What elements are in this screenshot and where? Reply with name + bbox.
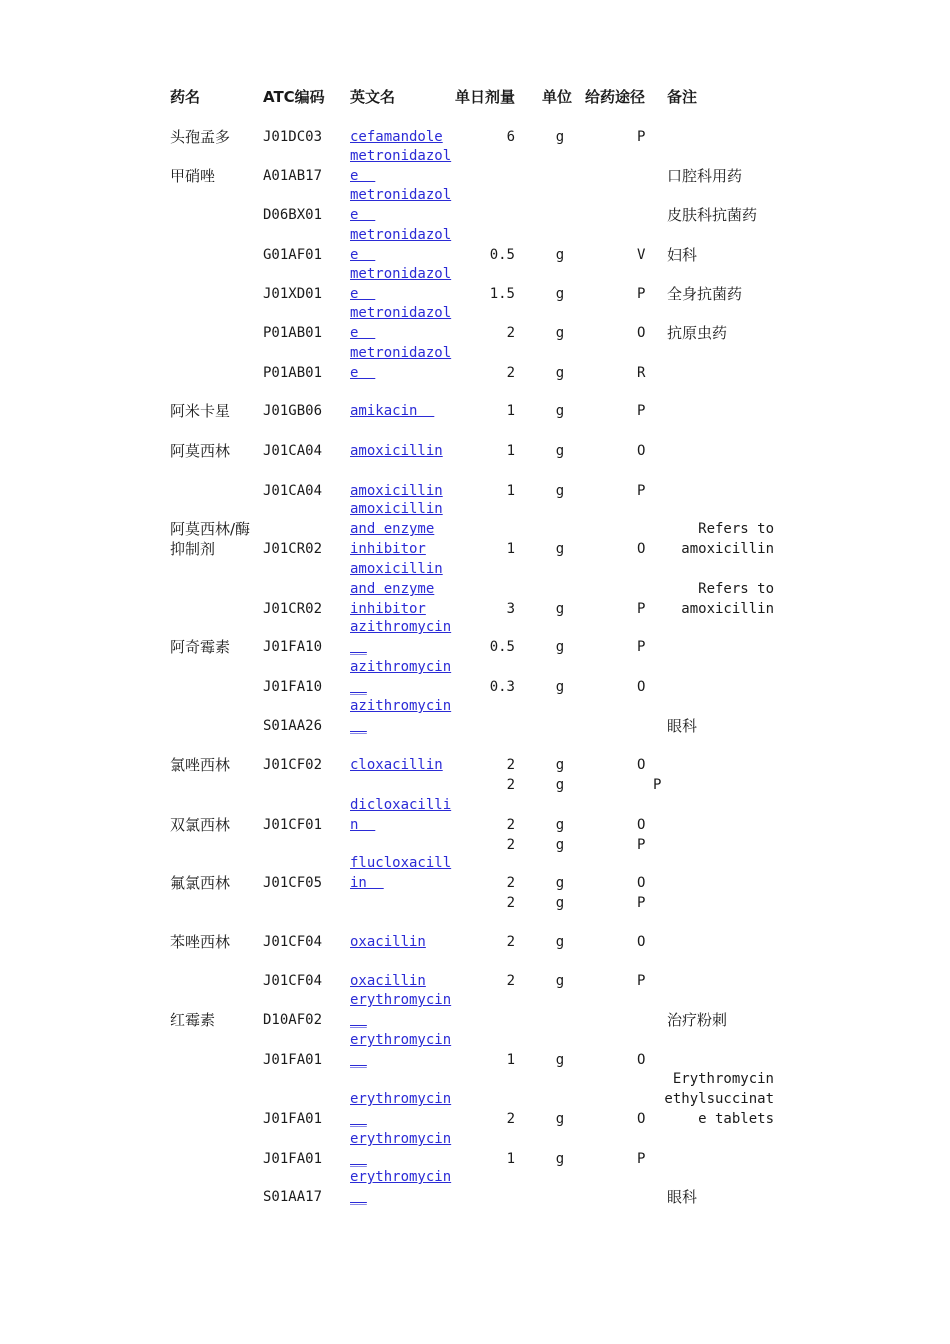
dose-unit: g (555, 443, 565, 459)
atc-code: A01AB17 (263, 168, 323, 184)
drug-english-name-link[interactable]: __ (350, 679, 367, 695)
dose-unit: g (555, 286, 565, 302)
drug-chinese-name: 氯唑西林 (170, 756, 231, 774)
atc-code: J01XD01 (263, 286, 323, 302)
administration-route: P (637, 837, 646, 853)
remark-text: 眼科 (667, 1188, 698, 1206)
administration-route: P (637, 483, 646, 499)
drug-english-name-link[interactable]: metronidazol (350, 266, 452, 282)
atc-code: D06BX01 (263, 207, 323, 223)
atc-code: P01AB01 (263, 365, 323, 381)
daily-dose: 2 (506, 325, 515, 341)
header-drug-name: 药名 (170, 88, 201, 106)
drug-english-name-link[interactable]: metronidazol (350, 227, 452, 243)
daily-dose: 1 (506, 541, 515, 557)
drug-chinese-name: 双氯西林 (170, 816, 231, 834)
daily-dose: 1.5 (489, 286, 515, 302)
dose-unit: g (555, 1111, 565, 1127)
remark-text: 全身抗菌药 (667, 285, 743, 303)
atc-code: J01CF02 (263, 757, 323, 773)
drug-english-name-link[interactable]: metronidazol (350, 187, 452, 203)
daily-dose: 1 (506, 1151, 515, 1167)
daily-dose: 1 (506, 1052, 515, 1068)
administration-route: O (637, 1052, 646, 1068)
dose-unit: g (555, 817, 565, 833)
drug-english-name-link[interactable]: __ (350, 718, 367, 734)
atc-code: J01CR02 (263, 541, 323, 557)
drug-english-name-link[interactable]: e (350, 286, 376, 302)
atc-code: G01AF01 (263, 247, 323, 263)
drug-chinese-name: 阿奇霉素 (170, 638, 231, 656)
daily-dose: 2 (506, 895, 515, 911)
drug-english-name-link[interactable]: __ (350, 1052, 367, 1068)
drug-english-name-link[interactable]: __ (350, 639, 367, 655)
daily-dose: 2 (506, 973, 515, 989)
daily-dose: 0.5 (489, 247, 515, 263)
remark-text: 抗原虫药 (667, 324, 728, 342)
dose-unit: g (555, 895, 565, 911)
remark-text: Refers to (698, 521, 774, 537)
drug-english-name-link[interactable]: amoxicillin (350, 443, 443, 459)
atc-code: J01CF05 (263, 875, 323, 891)
daily-dose: 2 (506, 875, 515, 891)
dose-unit: g (555, 483, 565, 499)
administration-route: O (637, 443, 646, 459)
drug-english-name-link[interactable]: e (350, 168, 376, 184)
dose-unit: g (555, 837, 565, 853)
dose-unit: g (555, 247, 565, 263)
remark-text: e tablets (698, 1111, 774, 1127)
dose-unit: g (555, 601, 565, 617)
drug-english-name-link[interactable]: __ (350, 1189, 367, 1205)
remark-text: Erythromycin (672, 1071, 774, 1087)
drug-english-name-link[interactable]: __ (350, 1151, 367, 1167)
header-english-name: 英文名 (350, 88, 396, 106)
drug-english-name-link[interactable]: erythromycin (350, 1169, 452, 1185)
drug-english-name-link[interactable]: erythromycin (350, 1032, 452, 1048)
drug-chinese-name: 阿莫西林/酶 (170, 520, 251, 538)
atc-code: J01CA04 (263, 483, 323, 499)
atc-code: J01FA01 (263, 1052, 323, 1068)
atc-code: J01CF01 (263, 817, 323, 833)
administration-route: V (637, 247, 646, 263)
drug-english-name-link[interactable]: amoxicillin (350, 483, 443, 499)
remark-text: 眼科 (667, 717, 698, 735)
drug-english-name-link[interactable]: inhibitor (350, 541, 426, 557)
drug-chinese-name: 抑制剂 (170, 540, 216, 558)
daily-dose: 2 (506, 777, 515, 793)
daily-dose: 2 (506, 934, 515, 950)
drug-english-name-link[interactable]: e (350, 325, 376, 341)
drug-english-name-link[interactable]: cefamandole (350, 129, 443, 145)
drug-english-name-link[interactable]: __ (350, 1012, 367, 1028)
administration-route: O (637, 875, 646, 891)
drug-english-name-link[interactable]: inhibitor (350, 601, 426, 617)
atc-code: J01CF04 (263, 934, 323, 950)
drug-english-name-link[interactable]: azithromycin (350, 698, 452, 714)
drug-english-name-link[interactable]: metronidazol (350, 148, 452, 164)
dose-unit: g (555, 365, 565, 381)
remark-text: 皮肤科抗菌药 (667, 206, 758, 224)
drug-english-name-link[interactable]: oxacillin (350, 973, 426, 989)
dose-unit: g (555, 757, 565, 773)
drug-chinese-name: 甲硝唑 (170, 167, 216, 185)
atc-code: P01AB01 (263, 325, 323, 341)
administration-route: P (637, 1151, 646, 1167)
administration-route: P (637, 286, 646, 302)
atc-code: D10AF02 (263, 1012, 323, 1028)
dose-unit: g (555, 934, 565, 950)
administration-route: P (653, 777, 662, 793)
drug-chinese-name: 苯唑西林 (170, 933, 231, 951)
drug-chinese-name: 阿莫西林 (170, 442, 231, 460)
dose-unit: g (555, 129, 565, 145)
drug-english-name-link[interactable]: azithromycin (350, 619, 452, 635)
atc-code: J01FA10 (263, 679, 323, 695)
daily-dose: 1 (506, 403, 515, 419)
administration-route: P (637, 403, 646, 419)
atc-code: J01FA01 (263, 1151, 323, 1167)
daily-dose: 1 (506, 483, 515, 499)
drug-english-name-link[interactable]: and enzyme (350, 581, 435, 597)
dose-unit: g (555, 541, 565, 557)
drug-english-name-link[interactable]: amikacin (350, 403, 435, 419)
daily-dose: 3 (506, 601, 515, 617)
remark-text: 治疗粉刺 (667, 1011, 728, 1029)
dose-unit: g (555, 325, 565, 341)
atc-code: J01CF04 (263, 973, 323, 989)
drug-english-name-link[interactable]: erythromycin (350, 992, 452, 1008)
remark-text: Refers to (698, 581, 774, 597)
dose-unit: g (555, 639, 565, 655)
dose-unit: g (555, 777, 565, 793)
drug-english-name-link[interactable]: dicloxacilli (350, 797, 452, 813)
atc-code: S01AA26 (263, 718, 323, 734)
daily-dose: 2 (506, 837, 515, 853)
atc-code: J01CR02 (263, 601, 323, 617)
drug-english-name-link[interactable]: in (350, 875, 384, 891)
administration-route: P (637, 129, 646, 145)
daily-dose: 0.3 (489, 679, 515, 695)
drug-english-name-link[interactable]: oxacillin (350, 934, 426, 950)
remark-text: amoxicillin (681, 601, 774, 617)
remark-text: amoxicillin (681, 541, 774, 557)
administration-route: O (637, 541, 646, 557)
drug-chinese-name: 红霉素 (170, 1011, 216, 1029)
administration-route: O (637, 1111, 646, 1127)
dose-unit: g (555, 403, 565, 419)
header-unit: 单位 (542, 88, 573, 106)
daily-dose: 6 (506, 129, 515, 145)
administration-route: R (637, 365, 646, 381)
drug-english-name-link[interactable]: e (350, 207, 376, 223)
drug-chinese-name: 头孢孟多 (170, 128, 231, 146)
dose-unit: g (555, 973, 565, 989)
remark-text: ethylsuccinat (664, 1091, 774, 1107)
daily-dose: 0.5 (489, 639, 515, 655)
drug-english-name-link[interactable]: azithromycin (350, 659, 452, 675)
drug-english-name-link[interactable]: erythromycin (350, 1131, 452, 1147)
header-atc-code: ATC编码 (263, 88, 325, 106)
administration-route: P (637, 601, 646, 617)
dose-unit: g (555, 1052, 565, 1068)
administration-route: O (637, 679, 646, 695)
drug-chinese-name: 氟氯西林 (170, 874, 231, 892)
administration-route: P (637, 895, 646, 911)
dose-unit: g (555, 875, 565, 891)
drug-english-name-link[interactable]: e (350, 247, 376, 263)
daily-dose: 2 (506, 757, 515, 773)
drug-english-name-link[interactable]: erythromycin (350, 1091, 452, 1107)
administration-route: O (637, 934, 646, 950)
atc-code: J01GB06 (263, 403, 323, 419)
administration-route: O (637, 817, 646, 833)
header-route: 给药途径 (585, 88, 646, 106)
atc-code: J01FA01 (263, 1111, 323, 1127)
drug-english-name-link[interactable]: amoxicillin (350, 501, 443, 517)
drug-english-name-link[interactable]: and enzyme (350, 521, 435, 537)
atc-code: J01CA04 (263, 443, 323, 459)
header-daily-dose: 单日剂量 (455, 88, 516, 106)
drug-english-name-link[interactable]: amoxicillin (350, 561, 443, 577)
daily-dose: 2 (506, 365, 515, 381)
administration-route: O (637, 325, 646, 341)
drug-chinese-name: 阿米卡星 (170, 402, 231, 420)
drug-english-name-link[interactable]: cloxacillin (350, 757, 443, 773)
administration-route: P (637, 973, 646, 989)
remark-text: 口腔科用药 (667, 167, 743, 185)
administration-route: P (637, 639, 646, 655)
daily-dose: 2 (506, 817, 515, 833)
drug-english-name-link[interactable]: __ (350, 1111, 367, 1127)
dose-unit: g (555, 1151, 565, 1167)
administration-route: O (637, 757, 646, 773)
drug-english-name-link[interactable]: e (350, 365, 376, 381)
atc-code: J01DC03 (263, 129, 323, 145)
header-remarks: 备注 (667, 88, 698, 106)
dose-unit: g (555, 679, 565, 695)
drug-english-name-link[interactable]: metronidazol (350, 305, 452, 321)
daily-dose: 1 (506, 443, 515, 459)
remark-text: 妇科 (667, 246, 698, 264)
atc-code: S01AA17 (263, 1189, 323, 1205)
daily-dose: 2 (506, 1111, 515, 1127)
atc-code: J01FA10 (263, 639, 323, 655)
drug-english-name-link[interactable]: metronidazol (350, 345, 452, 361)
drug-english-name-link[interactable]: flucloxacill (350, 855, 452, 871)
drug-english-name-link[interactable]: n (350, 817, 376, 833)
